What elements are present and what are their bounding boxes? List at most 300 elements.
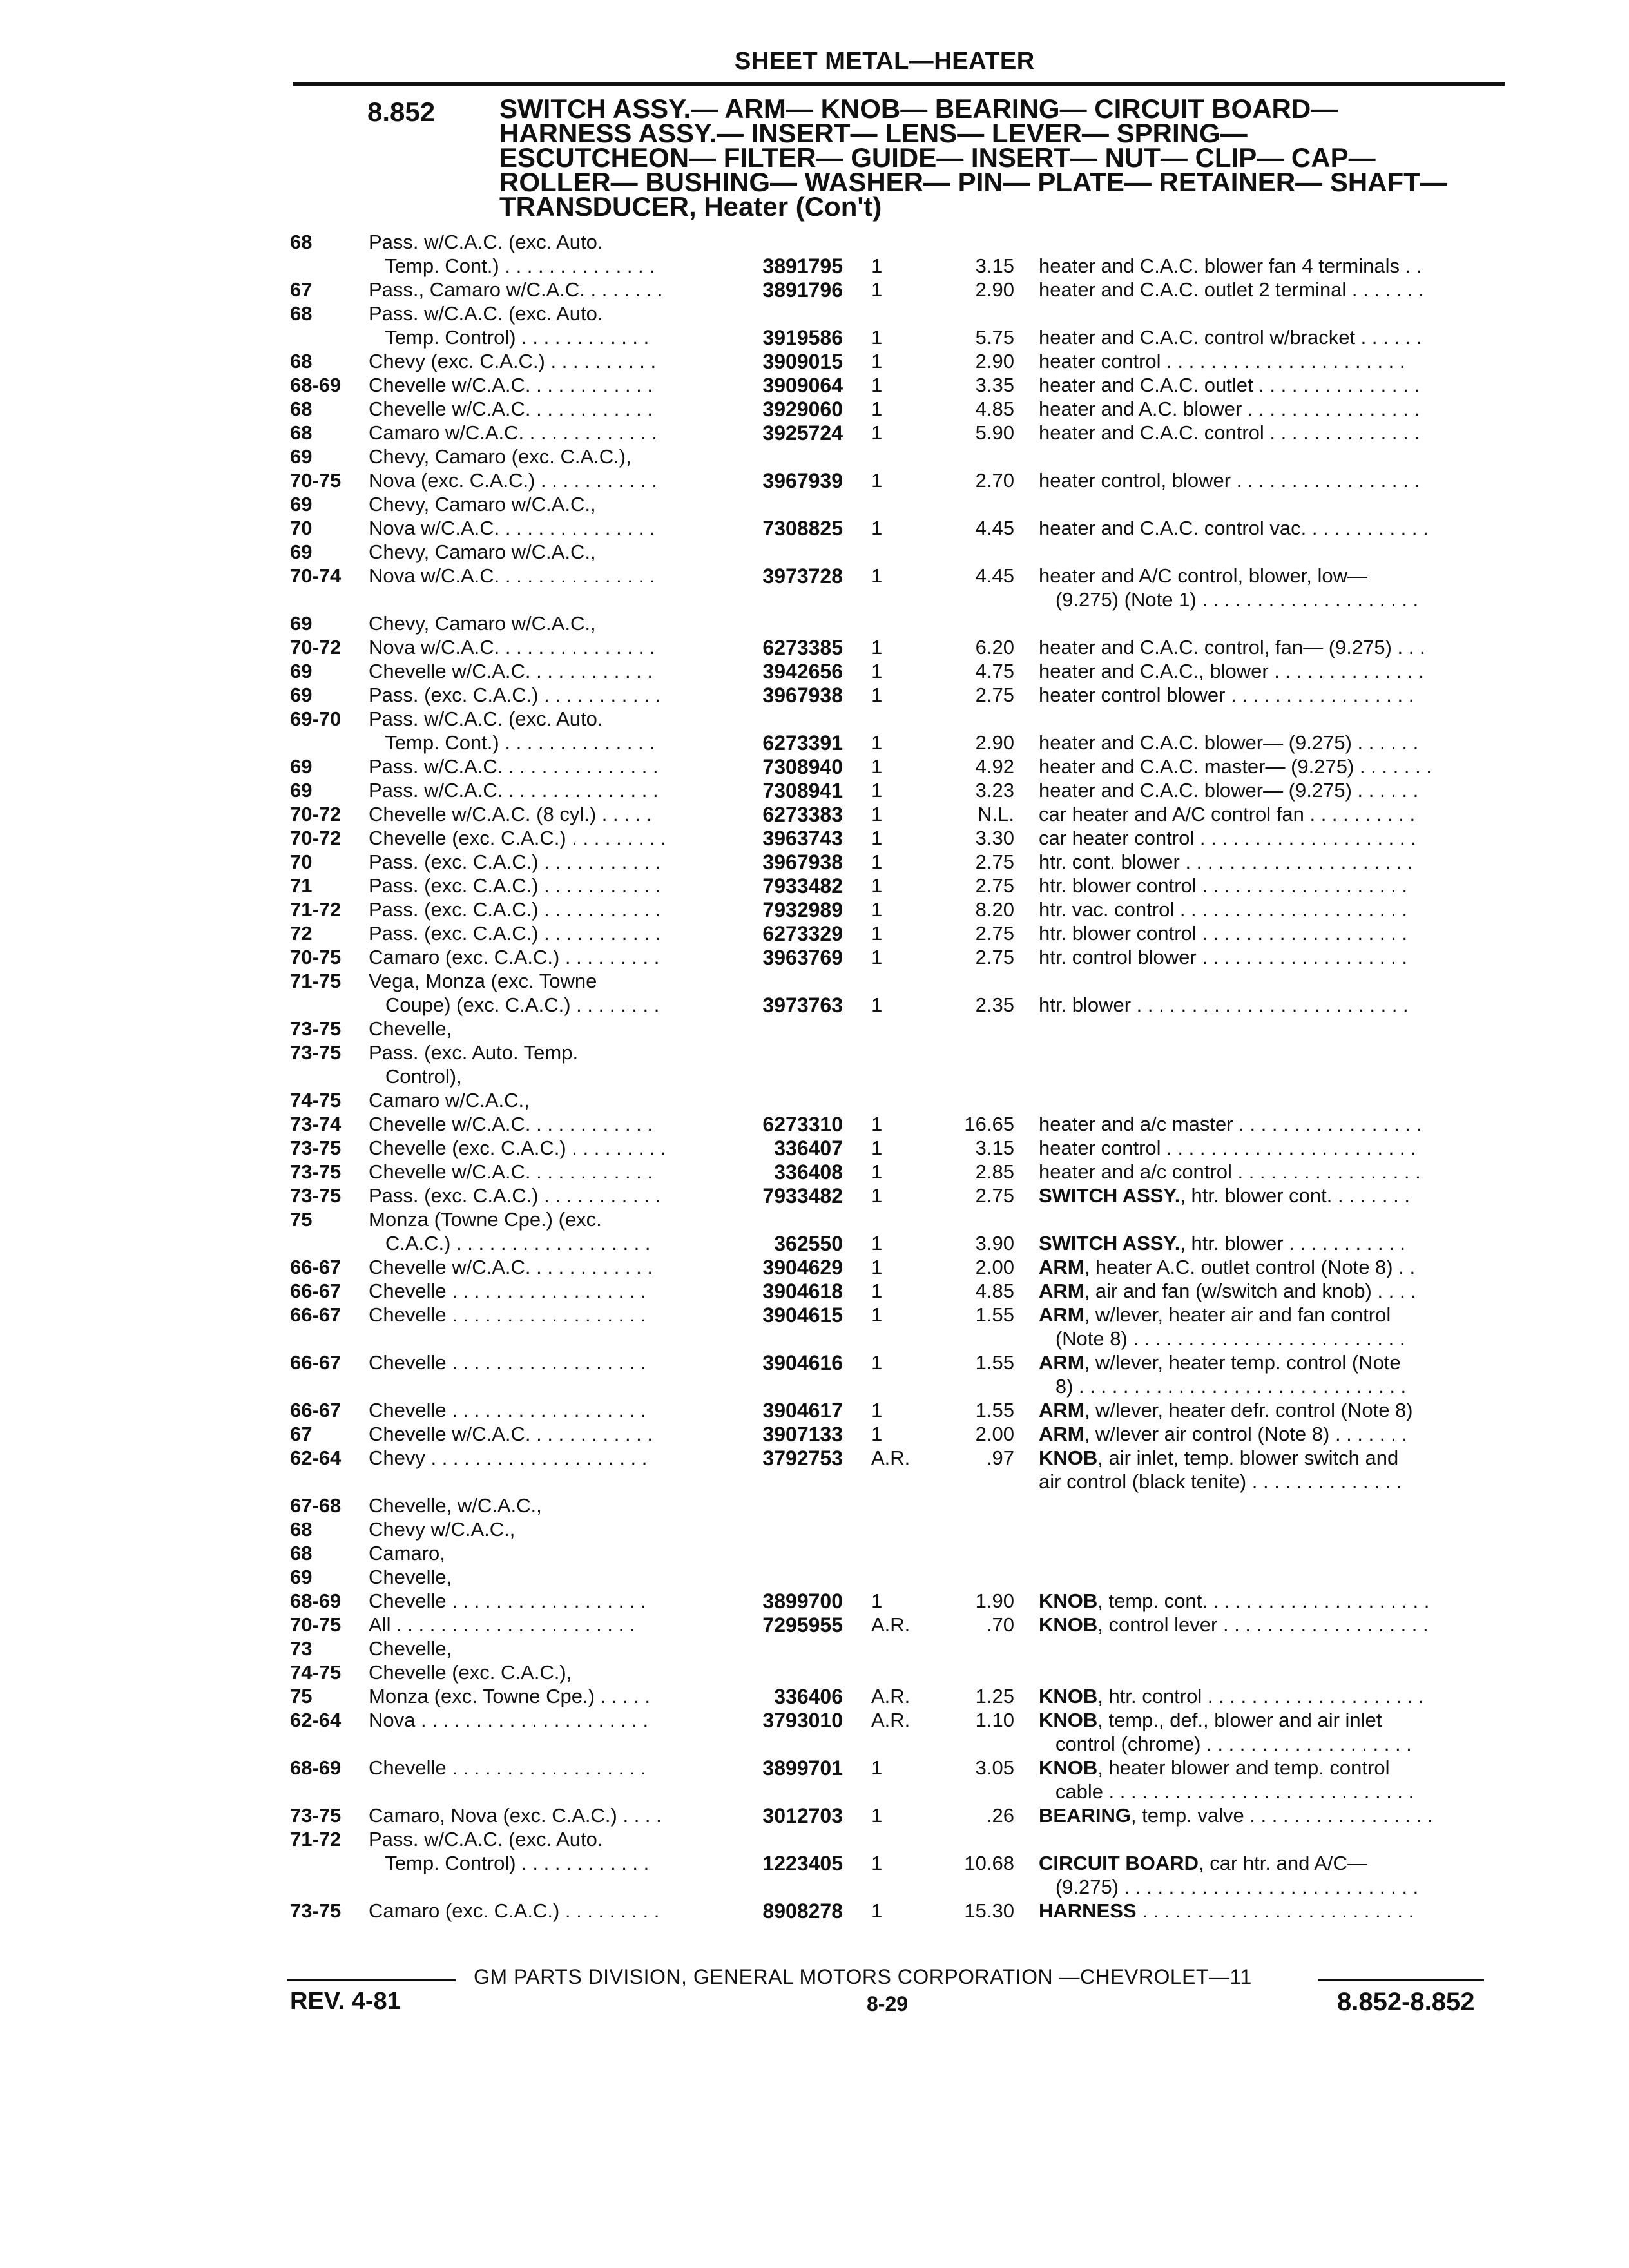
row-application: Pass. (exc. C.A.C.) . . . . . . . . . . . <box>369 1184 661 1207</box>
row-description-text: , control lever . . . . . . . . . . . . . . . . . . . <box>1097 1613 1429 1636</box>
table-row <box>0 398 1629 421</box>
row-description <box>1039 1399 1413 1422</box>
row-application: Pass. w/C.A.C. (exc. Auto. <box>369 302 603 325</box>
row-price: 3.05 <box>975 1756 1014 1779</box>
row-description-keyword: HARNESS <box>1039 1899 1137 1922</box>
row-year: 62-64 <box>290 1709 342 1731</box>
row-year: 73-75 <box>290 1899 342 1922</box>
row-description <box>1039 1423 1407 1446</box>
row-price: .97 <box>986 1446 1014 1469</box>
row-part-number: 3963769 <box>762 946 843 969</box>
table-row <box>0 1494 1629 1518</box>
row-price: 2.75 <box>975 922 1014 945</box>
row-description <box>1039 1327 1405 1350</box>
row-year: 70-72 <box>290 803 342 825</box>
row-part-number: 3899700 <box>762 1590 843 1613</box>
row-application: Pass. (exc. C.A.C.) . . . . . . . . . . . <box>369 684 661 706</box>
row-description <box>1039 1780 1414 1803</box>
table-row <box>0 898 1629 922</box>
row-quantity: A.R. <box>871 1709 911 1731</box>
row-description-text: htr. cont. blower . . . . . . . . . . . . . . . . . . . . . <box>1039 850 1413 873</box>
row-description <box>1039 1876 1418 1899</box>
row-application: Pass. (exc. Auto. Temp. <box>369 1041 579 1064</box>
row-description <box>1039 326 1422 349</box>
row-description <box>1039 1590 1429 1613</box>
row-price: 5.75 <box>975 326 1014 349</box>
row-description <box>1039 1709 1382 1732</box>
row-year: 67-68 <box>290 1494 342 1517</box>
row-year: 69-70 <box>290 707 342 730</box>
row-quantity: 1 <box>871 922 883 945</box>
table-row <box>0 1375 1629 1399</box>
row-application: Nova . . . . . . . . . . . . . . . . . . . . . <box>369 1709 649 1731</box>
row-description-text: , w/lever, heater defr. control (Note 8) <box>1084 1399 1413 1421</box>
table-row <box>0 707 1629 731</box>
row-description-text: control (chrome) . . . . . . . . . . . . . . . . . . . <box>1039 1733 1412 1755</box>
row-quantity: 1 <box>871 1399 883 1421</box>
row-application: Chevelle w/C.A.C. . . . . . . . . . . . <box>369 1423 653 1445</box>
table-row <box>0 1756 1629 1780</box>
row-year: 69 <box>290 445 313 468</box>
row-description-text: heater and C.A.C. master— (9.275) . . . . . . . <box>1039 755 1432 778</box>
row-description-text: heater and A.C. blower . . . . . . . . . . . . . . . . <box>1039 398 1420 420</box>
row-price: 2.75 <box>975 850 1014 873</box>
table-row <box>0 350 1629 374</box>
row-quantity: A.R. <box>871 1685 911 1707</box>
row-year: 68-69 <box>290 1756 342 1779</box>
row-description <box>1039 898 1407 921</box>
table-row <box>0 1733 1629 1756</box>
row-year: 69 <box>290 612 313 635</box>
row-year: 66-67 <box>290 1280 342 1302</box>
table-row <box>0 1518 1629 1542</box>
row-description-text: htr. control blower . . . . . . . . . . . . . . . . . . . <box>1039 946 1407 968</box>
row-year: 66-67 <box>290 1303 342 1326</box>
row-year: 71-75 <box>290 970 342 992</box>
row-price: 2.90 <box>975 278 1014 301</box>
row-description <box>1039 922 1407 945</box>
row-description-keyword: KNOB <box>1039 1685 1098 1707</box>
row-quantity: 1 <box>871 684 883 706</box>
row-description <box>1039 588 1418 611</box>
row-part-number: 3919586 <box>762 326 843 349</box>
row-part-number: 3942656 <box>762 660 843 683</box>
row-application: Pass. w/C.A.C. . . . . . . . . . . . . . . <box>369 755 659 778</box>
table-row <box>0 1637 1629 1661</box>
row-description-text: heater and C.A.C. blower— (9.275) . . . . . . <box>1039 731 1419 754</box>
row-price: 4.85 <box>975 1280 1014 1302</box>
row-part-number: 3907133 <box>762 1423 843 1446</box>
table-row <box>0 564 1629 588</box>
row-part-number: 3929060 <box>762 398 843 421</box>
row-description-text: , w/lever air control (Note 8) . . . . . . . <box>1084 1423 1407 1445</box>
row-part-number: 6273391 <box>762 731 843 754</box>
row-year: 68-69 <box>290 374 342 396</box>
footer-rule-left <box>287 1979 456 1981</box>
row-application: Chevelle . . . . . . . . . . . . . . . . . . <box>369 1756 646 1779</box>
row-description <box>1039 469 1420 492</box>
row-year: 73 <box>290 1637 313 1660</box>
row-quantity: 1 <box>871 850 883 873</box>
row-part-number: 3792753 <box>762 1446 843 1470</box>
row-part-number: 6273329 <box>762 922 843 945</box>
table-row <box>0 255 1629 278</box>
row-part-number: 3967938 <box>762 850 843 874</box>
row-quantity: 1 <box>871 564 883 587</box>
row-year: 73-75 <box>290 1137 342 1159</box>
row-quantity: 1 <box>871 755 883 778</box>
table-row <box>0 1470 1629 1494</box>
row-description-text: heater and C.A.C. control vac. . . . . . . . . . . . <box>1039 517 1429 539</box>
row-application: Monza (Towne Cpe.) (exc. <box>369 1208 602 1231</box>
row-price: 6.20 <box>975 636 1014 658</box>
row-application: Chevelle . . . . . . . . . . . . . . . . . . <box>369 1280 646 1302</box>
row-year: 68 <box>290 398 313 420</box>
row-application: Camaro (exc. C.A.C.) . . . . . . . . . <box>369 946 660 968</box>
row-price: 4.75 <box>975 660 1014 682</box>
row-part-number: 3904616 <box>762 1351 843 1374</box>
row-quantity: 1 <box>871 946 883 968</box>
row-application: Camaro, <box>369 1542 445 1564</box>
row-application: Chevy, Camaro w/C.A.C., <box>369 612 596 635</box>
row-description <box>1039 1113 1422 1136</box>
row-year: 68 <box>290 421 313 444</box>
table-row <box>0 1446 1629 1470</box>
row-price: 3.15 <box>975 255 1014 277</box>
row-quantity: 1 <box>871 398 883 420</box>
row-description-text: htr. blower control . . . . . . . . . . . . . . . . . . . <box>1039 874 1407 897</box>
row-description <box>1039 946 1407 969</box>
row-application: Pass., Camaro w/C.A.C. . . . . . . . <box>369 278 663 301</box>
row-price: 15.30 <box>964 1899 1014 1922</box>
row-description <box>1039 1184 1410 1207</box>
group-title-line: SWITCH ASSY.— ARM— KNOB— BEARING— CIRCUIT BOARD— <box>499 93 1338 124</box>
table-row <box>0 850 1629 874</box>
row-year: 69 <box>290 493 313 515</box>
row-description-text: heater and C.A.C. blower fan 4 terminals . . <box>1039 255 1422 277</box>
row-price: 3.90 <box>975 1232 1014 1254</box>
table-row <box>0 374 1629 398</box>
row-description-text: , htr. blower cont. . . . . . . . <box>1180 1184 1410 1207</box>
row-description-text: , heater blower and temp. control <box>1097 1756 1390 1779</box>
table-row <box>0 1876 1629 1899</box>
table-row <box>0 1780 1629 1804</box>
row-description-text: , air and fan (w/switch and knob) . . . . <box>1084 1280 1416 1302</box>
row-description-text: , air inlet, temp. blower switch and <box>1097 1446 1399 1469</box>
row-year: 71-72 <box>290 898 342 921</box>
table-row <box>0 231 1629 255</box>
table-row <box>0 946 1629 970</box>
table-row <box>0 1351 1629 1375</box>
row-description-text: . . . . . . . . . . . . . . . . . . . . . . . . . <box>1136 1899 1414 1922</box>
row-application: Pass. w/C.A.C. . . . . . . . . . . . . . . <box>369 779 659 802</box>
row-quantity: 1 <box>871 1899 883 1922</box>
row-part-number: 7308825 <box>762 517 843 540</box>
row-description <box>1039 827 1416 850</box>
table-row <box>0 636 1629 660</box>
table-row <box>0 278 1629 302</box>
row-price: 3.35 <box>975 374 1014 396</box>
row-application: Nova (exc. C.A.C.) . . . . . . . . . . . <box>369 469 657 492</box>
row-part-number: 3925724 <box>762 421 843 445</box>
row-year: 68 <box>290 350 313 372</box>
row-description-keyword: SWITCH ASSY. <box>1039 1232 1181 1254</box>
row-quantity: 1 <box>871 660 883 682</box>
row-application: Nova w/C.A.C. . . . . . . . . . . . . . . <box>369 564 655 587</box>
row-application: Chevelle . . . . . . . . . . . . . . . . . . <box>369 1590 646 1612</box>
row-description-text: , car htr. and A/C— <box>1199 1852 1367 1874</box>
row-year: 73-75 <box>290 1184 342 1207</box>
row-part-number: 3891795 <box>762 255 843 278</box>
row-part-number: 8908278 <box>762 1899 843 1923</box>
row-application: Chevelle . . . . . . . . . . . . . . . . . . <box>369 1351 646 1374</box>
row-year: 75 <box>290 1208 313 1231</box>
row-description <box>1039 421 1420 445</box>
row-price: 1.90 <box>975 1590 1014 1612</box>
row-description-text: , heater A.C. outlet control (Note 8) . . <box>1084 1256 1416 1278</box>
table-row <box>0 1685 1629 1709</box>
table-row <box>0 1399 1629 1423</box>
row-description-text: heater and a/c master . . . . . . . . . . . . . . . . . <box>1039 1113 1422 1135</box>
row-year: 71 <box>290 874 313 897</box>
row-application: Chevy, Camaro w/C.A.C., <box>369 493 596 515</box>
row-price: 2.00 <box>975 1423 1014 1445</box>
row-quantity: 1 <box>871 1756 883 1779</box>
row-price: 2.75 <box>975 874 1014 897</box>
row-year: 72 <box>290 922 313 945</box>
row-quantity: 1 <box>871 1184 883 1207</box>
row-year: 73-75 <box>290 1017 342 1040</box>
row-application: Nova w/C.A.C. . . . . . . . . . . . . . . <box>369 636 655 658</box>
table-row <box>0 874 1629 898</box>
row-description <box>1039 1613 1429 1637</box>
row-description <box>1039 564 1367 588</box>
row-quantity: 1 <box>871 350 883 372</box>
row-year: 68 <box>290 231 313 253</box>
row-year: 73-75 <box>290 1160 342 1183</box>
row-application: Chevelle w/C.A.C. . . . . . . . . . . . <box>369 1160 653 1183</box>
row-application: Nova w/C.A.C. . . . . . . . . . . . . . . <box>369 517 655 539</box>
row-description <box>1039 994 1409 1017</box>
row-application: Chevelle, <box>369 1566 452 1588</box>
row-price: .70 <box>986 1613 1014 1636</box>
row-year: 69 <box>290 660 313 682</box>
row-description-text: , htr. blower . . . . . . . . . . . <box>1180 1232 1406 1254</box>
row-price: 3.30 <box>975 827 1014 849</box>
table-row <box>0 1113 1629 1137</box>
table-row <box>0 827 1629 850</box>
row-year: 70-75 <box>290 469 342 492</box>
row-application: Chevy (exc. C.A.C.) . . . . . . . . . . <box>369 350 657 372</box>
group-title-line: ESCUTCHEON— FILTER— GUIDE— INSERT— NUT— CLIP— CAP— <box>499 142 1376 173</box>
row-description <box>1039 1804 1433 1827</box>
table-row <box>0 994 1629 1017</box>
row-application: Chevelle w/C.A.C. . . . . . . . . . . . <box>369 660 653 682</box>
row-year: 69 <box>290 755 313 778</box>
row-application: Pass. (exc. C.A.C.) . . . . . . . . . . . <box>369 922 661 945</box>
row-description <box>1039 255 1422 278</box>
row-description-keyword: ARM <box>1039 1256 1084 1278</box>
row-quantity: 1 <box>871 827 883 849</box>
row-description <box>1039 1303 1391 1327</box>
row-description-text: heater and C.A.C. control w/bracket . . . . . . <box>1039 326 1422 349</box>
row-part-number: 7933482 <box>762 1184 843 1207</box>
row-description <box>1039 850 1413 874</box>
group-number: 8.852 <box>367 97 436 127</box>
row-application: Chevelle w/C.A.C. . . . . . . . . . . . <box>369 398 653 420</box>
row-price: .26 <box>986 1804 1014 1827</box>
table-row <box>0 1017 1629 1041</box>
row-description <box>1039 684 1414 707</box>
row-price: 2.90 <box>975 350 1014 372</box>
row-description-keyword: ARM <box>1039 1399 1084 1421</box>
row-part-number: 7308941 <box>762 779 843 802</box>
row-description <box>1039 731 1418 754</box>
table-row <box>0 1089 1629 1113</box>
row-quantity: 1 <box>871 1423 883 1445</box>
table-row <box>0 1280 1629 1303</box>
table-row <box>0 1184 1629 1208</box>
row-description-text: heater and C.A.C. outlet 2 terminal . . . . . . . <box>1039 278 1424 301</box>
row-description-text: (9.275) . . . . . . . . . . . . . . . . . . . . . . . . . . . <box>1039 1876 1419 1898</box>
row-description <box>1039 517 1429 540</box>
row-price: 4.85 <box>975 398 1014 420</box>
row-part-number: 7308940 <box>762 755 843 778</box>
row-quantity: 1 <box>871 1280 883 1302</box>
row-quantity: 1 <box>871 278 883 301</box>
row-year: 70-72 <box>290 636 342 658</box>
table-row <box>0 469 1629 493</box>
row-quantity: 1 <box>871 636 883 658</box>
table-row <box>0 612 1629 636</box>
table-row <box>0 1303 1629 1327</box>
row-price: 2.00 <box>975 1256 1014 1278</box>
row-quantity: A.R. <box>871 1613 911 1636</box>
row-application: Chevelle . . . . . . . . . . . . . . . . . . <box>369 1303 646 1326</box>
row-description-text: , w/lever, heater air and fan control <box>1084 1303 1391 1326</box>
row-description <box>1039 1375 1406 1398</box>
footer-rule-right <box>1318 1979 1484 1981</box>
row-application: Pass. (exc. C.A.C.) . . . . . . . . . . . <box>369 850 661 873</box>
table-row <box>0 421 1629 445</box>
table-row <box>0 517 1629 541</box>
footer-range: 8.852-8.852 <box>1337 1988 1475 2016</box>
row-year: 70 <box>290 517 313 539</box>
row-price: 1.55 <box>975 1351 1014 1374</box>
row-year: 69 <box>290 684 313 706</box>
row-description <box>1039 1470 1402 1494</box>
row-application: Temp. Cont.) . . . . . . . . . . . . . . <box>369 255 655 277</box>
row-quantity: A.R. <box>871 1446 911 1469</box>
row-description <box>1039 874 1407 898</box>
row-part-number: 336407 <box>774 1137 843 1160</box>
footer-corporation: GM PARTS DIVISION, GENERAL MOTORS CORPORATION —CHEVROLET—11 <box>474 1965 1252 1988</box>
row-price: 2.90 <box>975 731 1014 754</box>
row-description <box>1039 1280 1416 1303</box>
row-year: 69 <box>290 779 313 802</box>
row-description-keyword: ARM <box>1039 1280 1084 1302</box>
row-description-text: heater control . . . . . . . . . . . . . . . . . . . . . . <box>1039 350 1405 372</box>
row-application: Chevelle w/C.A.C. . . . . . . . . . . . <box>369 1113 653 1135</box>
row-year: 67 <box>290 278 313 301</box>
row-part-number: 3904618 <box>762 1280 843 1303</box>
row-quantity: 1 <box>871 731 883 754</box>
row-description <box>1039 1446 1398 1470</box>
row-application: Monza (exc. Towne Cpe.) . . . . . <box>369 1685 651 1707</box>
row-application: Temp. Control) . . . . . . . . . . . . <box>369 326 650 349</box>
row-description <box>1039 660 1424 683</box>
row-year: 75 <box>290 1685 313 1707</box>
row-description-text: , htr. control . . . . . . . . . . . . . . . . . . . . <box>1097 1685 1424 1707</box>
row-description-text: heater and C.A.C. control, fan— (9.275) . . . <box>1039 636 1425 658</box>
row-quantity: 1 <box>871 517 883 539</box>
page-title: SHEET METAL—HEATER <box>735 48 1035 75</box>
row-description-keyword: KNOB <box>1039 1709 1098 1731</box>
row-part-number: 7932989 <box>762 898 843 921</box>
row-description <box>1039 374 1420 397</box>
table-row <box>0 1613 1629 1637</box>
row-application: Chevelle, w/C.A.C., <box>369 1494 542 1517</box>
row-part-number: 3909015 <box>762 350 843 373</box>
row-quantity: 1 <box>871 1256 883 1278</box>
row-quantity: 1 <box>871 874 883 897</box>
row-description-text: heater and A/C control, blower, low— <box>1039 564 1368 587</box>
footer-page-number: 8-29 <box>867 1992 909 2015</box>
row-application: Coupe) (exc. C.A.C.) . . . . . . . . <box>369 994 660 1016</box>
row-application: Chevelle w/C.A.C. . . . . . . . . . . . <box>369 1256 653 1278</box>
row-quantity: 1 <box>871 1590 883 1612</box>
row-description-keyword: BEARING <box>1039 1804 1131 1827</box>
row-year: 70-74 <box>290 564 342 587</box>
row-part-number: 6273310 <box>762 1113 843 1136</box>
row-part-number: 6273385 <box>762 636 843 659</box>
row-quantity: 1 <box>871 1232 883 1254</box>
row-application: Chevy, Camaro (exc. C.A.C.), <box>369 445 631 468</box>
row-description-text: htr. blower control . . . . . . . . . . . . . . . . . . . <box>1039 922 1407 945</box>
row-description-text: htr. vac. control . . . . . . . . . . . . . . . . . . . . . <box>1039 898 1407 921</box>
row-description <box>1039 278 1424 302</box>
table-row <box>0 1137 1629 1160</box>
table-row <box>0 1232 1629 1256</box>
row-price: 2.75 <box>975 1184 1014 1207</box>
row-description-text: heater control blower . . . . . . . . . . . . . . . . . <box>1039 684 1414 706</box>
row-price: 16.65 <box>964 1113 1014 1135</box>
row-year: 66-67 <box>290 1351 342 1374</box>
row-application: Camaro, Nova (exc. C.A.C.) . . . . <box>369 1804 662 1827</box>
table-row <box>0 1804 1629 1828</box>
row-description-keyword: SWITCH ASSY. <box>1039 1184 1181 1207</box>
row-application: Chevy w/C.A.C., <box>369 1518 516 1541</box>
row-part-number: 3891796 <box>762 278 843 302</box>
group-title-line: TRANSDUCER, Heater (Con't) <box>499 191 882 222</box>
row-part-number: 336406 <box>774 1685 843 1708</box>
row-part-number: 3967938 <box>762 684 843 707</box>
row-description-keyword: ARM <box>1039 1423 1084 1445</box>
row-price: 2.75 <box>975 684 1014 706</box>
row-application: Temp. Cont.) . . . . . . . . . . . . . . <box>369 731 655 754</box>
row-part-number: 3904629 <box>762 1256 843 1279</box>
row-description <box>1039 1232 1405 1255</box>
row-description-keyword: ARM <box>1039 1303 1084 1326</box>
row-part-number: 7295955 <box>762 1613 843 1637</box>
table-row <box>0 970 1629 994</box>
row-quantity: 1 <box>871 1804 883 1827</box>
header-rule <box>293 82 1505 86</box>
row-description <box>1039 755 1432 778</box>
row-description-text: cable . . . . . . . . . . . . . . . . . . . . . . . . . . . . <box>1039 1780 1414 1803</box>
table-row <box>0 1566 1629 1590</box>
row-description-text: 8) . . . . . . . . . . . . . . . . . . . . . . . . . . . . . . <box>1039 1375 1407 1398</box>
